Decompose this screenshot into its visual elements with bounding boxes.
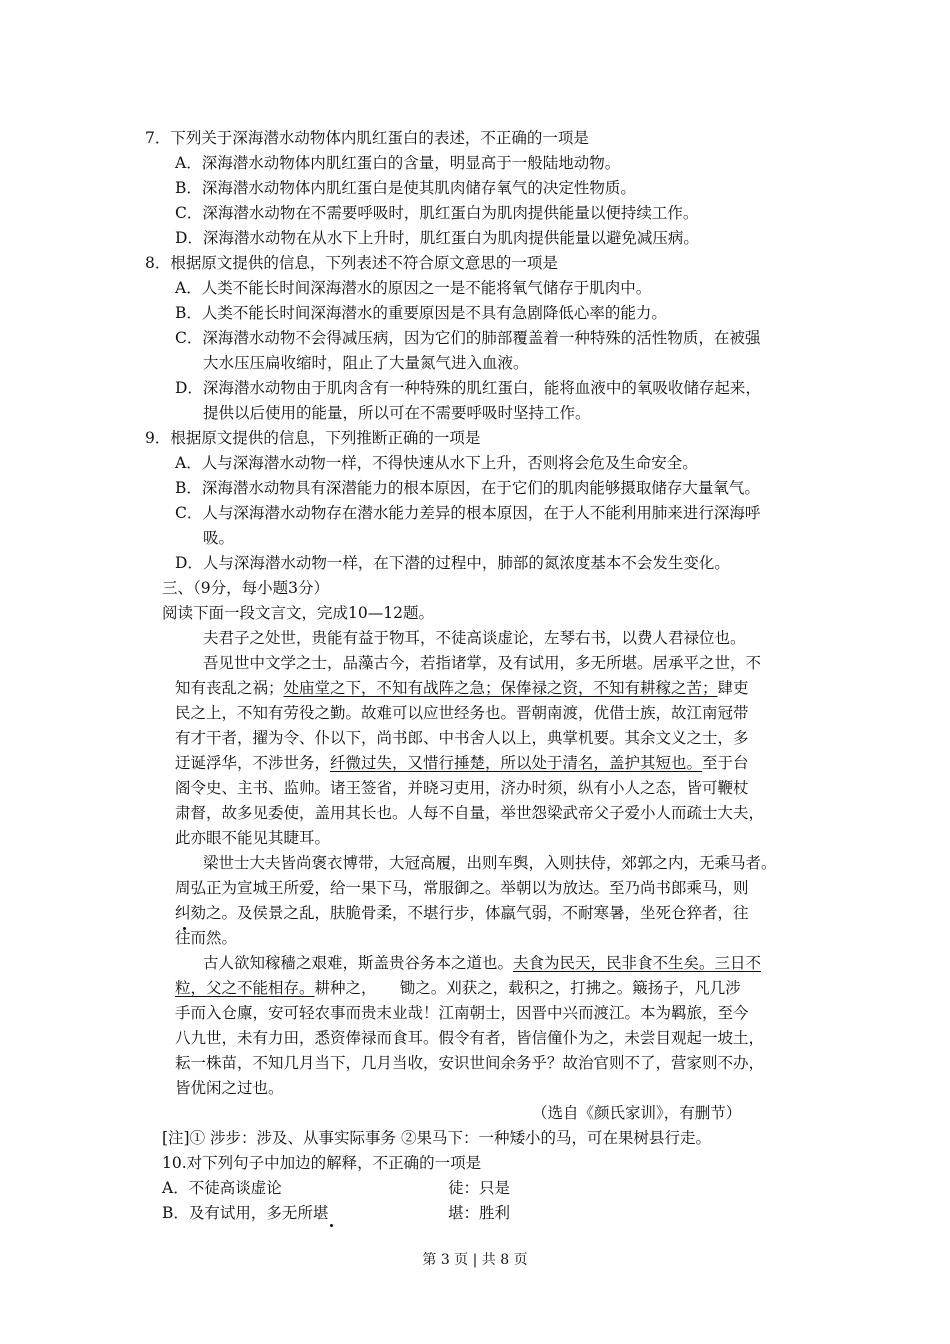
- emphasis-dot: [330, 1224, 333, 1227]
- passage-p3-line2: 周弘正为宣城王所爱，给一果下马，常服御之。举朝以为放达。至乃尚书郎乘马，则: [175, 879, 749, 897]
- passage-text: 迂诞浮华，不涉世务，: [175, 754, 331, 772]
- q9-option-d: D．人与深海潜水动物一样，在下潜的过程中，肺部的氮浓度基本不会发生变化。: [175, 554, 730, 572]
- passage-p3-line4: 往而然。: [175, 929, 238, 947]
- underlined-sentence: 处庙堂之下，不知有战阵之急；保俸禄之资，不知有耕稼之苦；: [283, 679, 718, 697]
- underlined-sentence: 粒，父之不能相存。: [175, 979, 315, 997]
- q10-option-a-sentence: A．不徒高谈虚论: [162, 1179, 282, 1197]
- q8-option-d: D．深海潜水动物由于肌肉含有一种特殊的肌红蛋白，能将血液中的氧吸收储存起来，: [175, 379, 761, 397]
- passage-p4-line3: 手而入仓廪，安可轻农事而贵末业哉！江南朝士，因晋中兴而渡江。本为羁旅，至今: [175, 1004, 749, 1022]
- passage-p2-line3: 民之上，不知有劳役之勤。故难可以应世经务也。晋朝南渡，优借士族，故江南冠带: [175, 704, 749, 722]
- q7-option-b: B．深海潜水动物体内肌红蛋白是使其肌肉储存氧气的决定性物质。: [175, 179, 636, 197]
- q9-option-c: C．人与深海潜水动物存在潜水能力差异的根本原因，在于人不能利用肺来进行深海呼: [175, 504, 761, 522]
- passage-p4-line6: 皆优闲之过也。: [175, 1079, 284, 1097]
- passage-text: 至于台: [702, 754, 749, 772]
- passage-p2-line4: 有才干者，擢为令、仆以下，尚书郎、中书舍人以上，典掌机要。其余文义之士，多: [175, 729, 749, 747]
- passage-p2-line2: [175, 678, 749, 698]
- annotation-note: [注]① 涉步：涉及、从事实际事务 ②果马下：一种矮小的马，可在果树县行走。: [162, 1129, 711, 1147]
- passage-p2-line1: 吾见世中文学之士，品藻古今，若指诸掌，及有试用，多无所堪。居承平之世，不: [203, 654, 762, 672]
- q9-stem: 9．根据原文提供的信息，下列推断正确的一项是: [145, 429, 481, 447]
- passage-p4-line4: 八九世，未有力田，悉资俸禄而食耳。假令有者，皆信僮仆为之，未尝目观起一坡土，: [175, 1029, 765, 1047]
- q10-option-a-gloss: 徒：只是: [448, 1179, 511, 1197]
- q9-option-b: B．深海潜水动物具有深潜能力的根本原因，在于它们的肌肉能够摄取储存大量氧气。: [175, 479, 760, 497]
- q8-option-b: B．人类不能长时间深海潜水的重要原因是不具有急剧降低心率的能力。: [175, 304, 667, 322]
- passage-p2-line5: [175, 753, 749, 773]
- passage-p3-line1: 梁世士大夫皆尚褒衣博带，大冠高履，出则车舆，入则扶侍，郊郭之内，无乘马者。: [203, 854, 777, 872]
- section-instruction: 阅读下面一段文言文，完成10—12题。: [162, 604, 434, 622]
- q10-option-b-gloss: 堪：胜利: [448, 1204, 511, 1222]
- passage-text: 耕种之， 锄之。刈获之，载积之，打拂之。簸扬子，凡几涉: [314, 979, 741, 997]
- passage-p2-line8: 此亦眼不能见其睫耳。: [175, 829, 331, 847]
- passage-text: 古人欲知稼穑之艰难，斯盖贵谷务本之道也。: [203, 954, 514, 972]
- q7-option-d: D．深海潜水动物在从水下上升时，肌红蛋白为肌肉提供能量以避免减压病。: [175, 229, 699, 247]
- q10-option-b-sentence: B．及有试用，多无所堪: [162, 1204, 329, 1222]
- q7-option-c: C．深海潜水动物在不需要呼吸时，肌红蛋白为肌肉提供能量以便持续工作。: [175, 204, 699, 222]
- passage-p4-line2: [175, 978, 741, 998]
- q7-stem: 7．下列关于深海潜水动物体内肌红蛋白的表述，不正确的一项是: [145, 129, 589, 147]
- passage-p3-line3: 纠劾之。及侯景之乱，肤脆骨柔，不堪行步，体羸气弱，不耐寒暑，坐死仓猝者，往: [175, 904, 749, 922]
- q9-option-a: A．人与深海潜水动物一样，不得快速从水下上升，否则将会危及生命安全。: [175, 454, 698, 472]
- passage-p4-line5: 耘一株苗，不知几月当下，几月当收，安识世间余务乎？故治官则不了，营家则不办，: [175, 1054, 765, 1072]
- q7-option-a: A．深海潜水动物体内肌红蛋白的含量，明显高于一般陆地动物。: [175, 154, 621, 172]
- page-footer: 第 3 页 | 共 8 页: [422, 1252, 528, 1268]
- passage-p2-line7: 肃督，故多见委使，盖用其长也。人每不自量，举世怨梁武帝父子爱小人而疏士大夫，: [175, 804, 765, 822]
- underlined-sentence: 夫食为民天，民非食不生矣。三日不: [513, 954, 762, 972]
- q10-stem: 10.对下列句子中加边的解释，不正确的一项是: [162, 1154, 482, 1172]
- section-header: 三、（9分，每小题3分）: [162, 579, 329, 597]
- passage-p4-line1: [203, 953, 761, 973]
- passage-p1: 夫君子之处世，贵能有益于物耳，不徒高谈虚论，左琴右书，以费人君禄位也。: [203, 629, 746, 647]
- q8-option-a: A．人类不能长时间深海潜水的原因之一是不能将氧气储存于肌肉中。: [175, 279, 652, 297]
- passage-text: 知有丧乱之祸；: [175, 679, 284, 697]
- q8-stem: 8．根据原文提供的信息，下列表述不符合原文意思的一项是: [145, 254, 558, 272]
- q8-option-c-cont: 大水压压扁收缩时，阻止了大量氮气进入血液。: [203, 354, 529, 372]
- q8-option-c: C．深海潜水动物不会得减压病，因为它们的肺部覆盖着一种特殊的活性物质，在被强: [175, 329, 761, 347]
- passage-source: （选自《颜氏家训》，有删节）: [532, 1104, 742, 1122]
- passage-p2-line6: 阁令史、主书、监帅。诸王签省，并晓习吏用，济办时须，纵有小人之态，皆可鞭杖: [175, 779, 749, 797]
- passage-text: 肆吏: [717, 679, 749, 697]
- q8-option-d-cont: 提供以后使用的能量，所以可在不需要呼吸时坚持工作。: [203, 404, 591, 422]
- underlined-sentence: 纤微过失，又惜行捶楚，所以处于清名，盖护其短也。: [330, 754, 703, 772]
- q9-option-c-cont: 吸。: [203, 529, 235, 547]
